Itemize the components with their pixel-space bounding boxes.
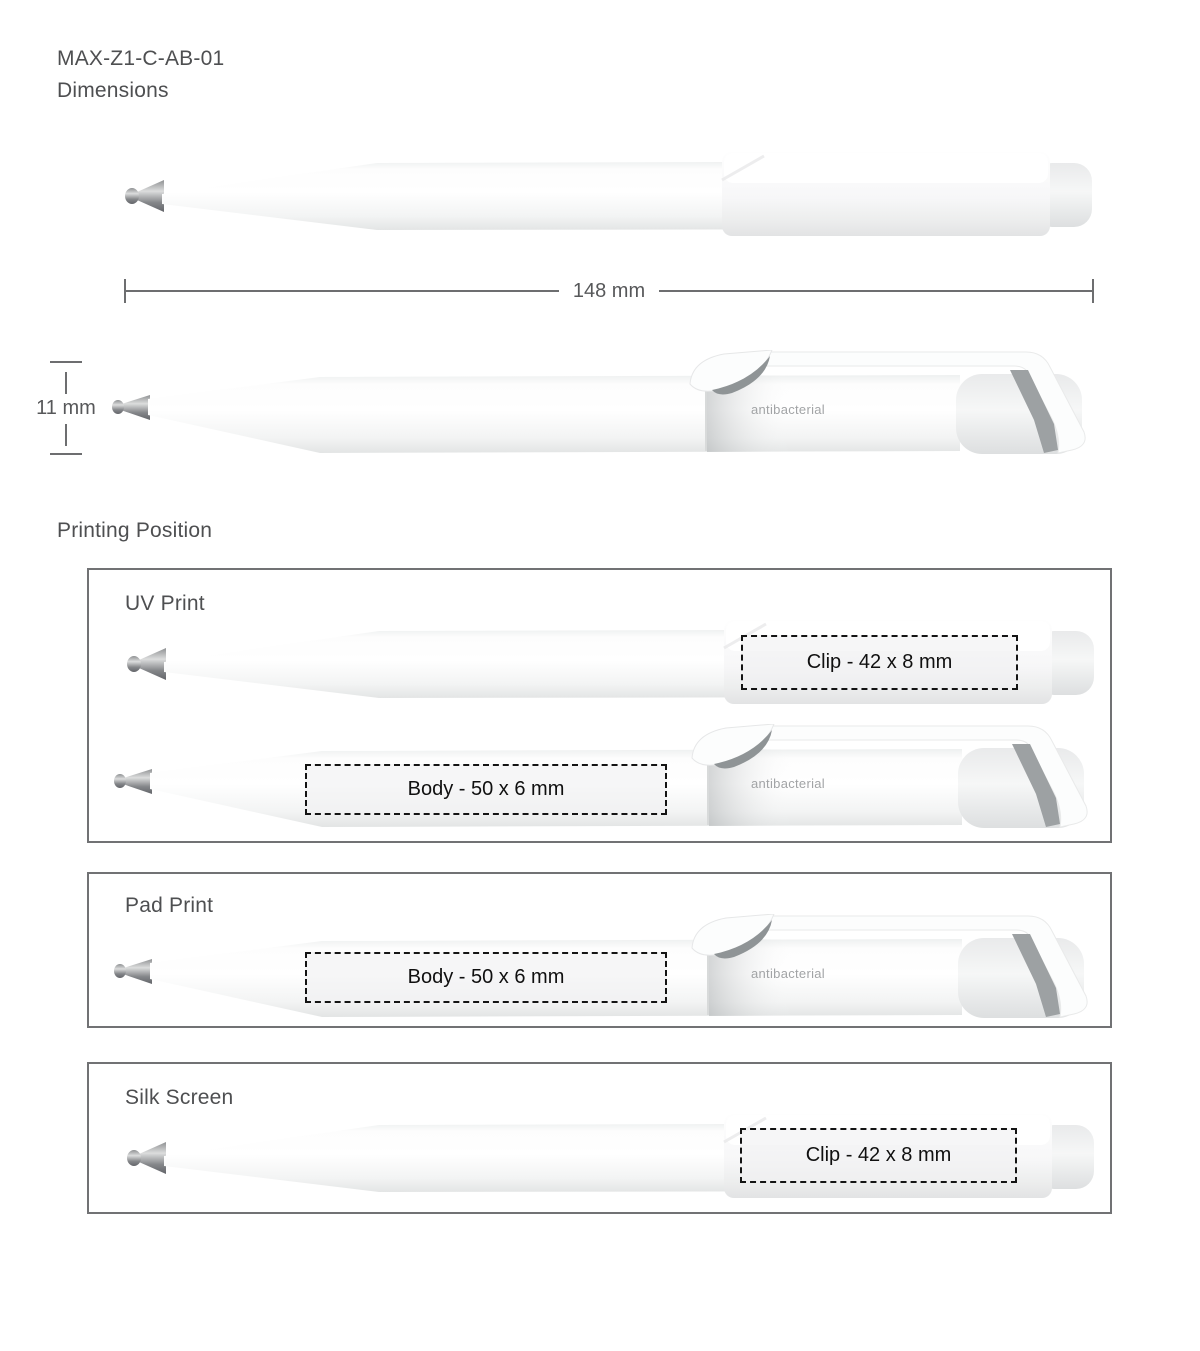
barrel-imprint-text: antibacterial <box>751 966 825 981</box>
section-title-printing-position: Printing Position <box>57 519 213 542</box>
print-area-body <box>305 952 667 1003</box>
dimension-line <box>659 290 1092 292</box>
print-box-silk-screen <box>87 1062 1112 1214</box>
print-box-pad-print <box>87 872 1112 1028</box>
dimension-tick-top <box>50 361 82 363</box>
print-box-label: Silk Screen <box>125 1086 234 1109</box>
print-box-label: UV Print <box>125 592 205 615</box>
pen-top-view-dimensions <box>122 150 1094 238</box>
print-area-label: Body - 50 x 6 mm <box>407 778 565 800</box>
length-dimension <box>124 279 1094 303</box>
length-dimension-label: 148 mm <box>572 279 646 302</box>
print-area-clip <box>741 635 1018 690</box>
barrel-imprint-text: antibacterial <box>751 776 825 791</box>
dimension-tick-bottom <box>50 453 82 455</box>
print-box-label: Pad Print <box>125 894 214 917</box>
pen-side-view-dimensions <box>110 350 1090 462</box>
barrel-imprint-text: antibacterial <box>751 402 825 417</box>
height-dimension-label: 11 mm <box>36 397 96 419</box>
print-box-uv-print <box>87 568 1112 843</box>
print-area-label: Clip - 42 x 8 mm <box>806 651 953 673</box>
section-title-dimensions: Dimensions <box>57 79 169 102</box>
print-area-label: Body - 50 x 6 mm <box>407 966 565 988</box>
print-area-label: Clip - 42 x 8 mm <box>805 1144 952 1166</box>
dimension-line-lower <box>65 424 67 446</box>
dimension-line-upper <box>65 372 67 394</box>
print-area-body <box>305 764 667 815</box>
dimension-line <box>126 290 559 292</box>
dimension-tick-right <box>1092 279 1094 303</box>
page-title-model: MAX-Z1-C-AB-01 <box>57 47 225 70</box>
print-area-clip <box>740 1128 1017 1183</box>
